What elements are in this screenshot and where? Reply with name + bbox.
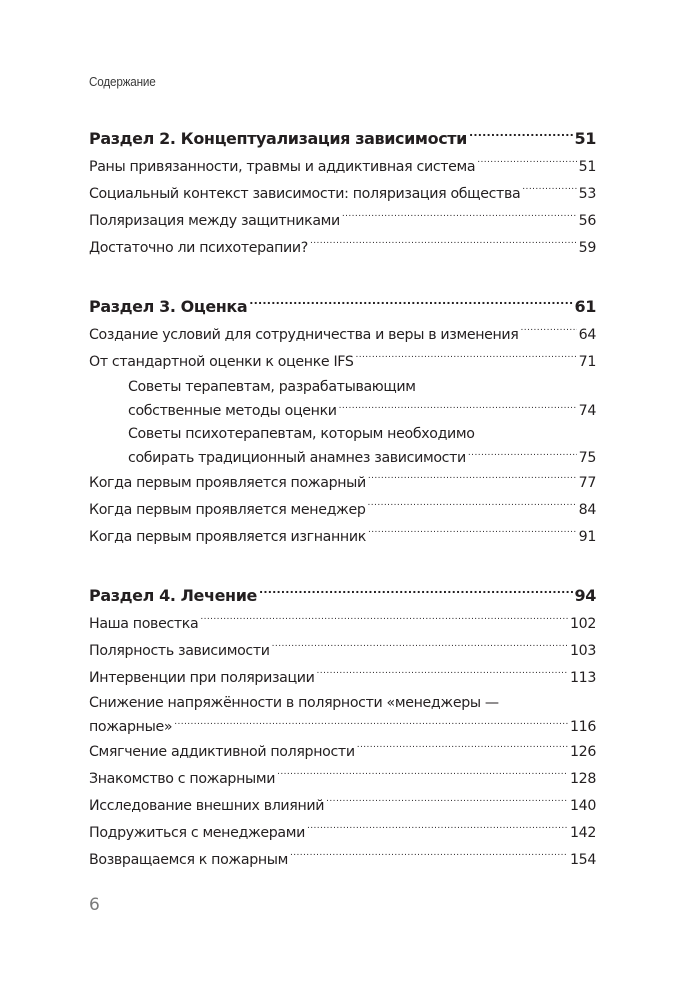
toc-entry-page: 154 bbox=[569, 852, 596, 868]
toc-subentry-line1[interactable] bbox=[89, 376, 596, 399]
dot-leader bbox=[290, 850, 568, 864]
toc-entry-page: 142 bbox=[569, 825, 596, 841]
toc-section-2 bbox=[89, 123, 596, 262]
dot-leader bbox=[249, 296, 572, 312]
toc-entry-title: собирать традиционный анамнез зависимости bbox=[128, 450, 466, 466]
toc-entry-page: 74 bbox=[578, 403, 596, 419]
toc-entry[interactable] bbox=[89, 154, 596, 181]
toc-entry-page: 128 bbox=[569, 771, 596, 787]
toc-entry-title: Советы психотерапевтам, которым необходимо bbox=[128, 426, 475, 442]
toc-entry[interactable] bbox=[89, 470, 596, 497]
toc-entry-title: От стандартной оценки к оценке IFS bbox=[89, 354, 354, 370]
toc-entry[interactable] bbox=[89, 715, 596, 739]
toc-heading[interactable] bbox=[89, 580, 596, 611]
dot-leader bbox=[356, 352, 577, 366]
toc-entry-page: 116 bbox=[569, 719, 596, 735]
toc-entry-page: 77 bbox=[578, 475, 596, 491]
toc-entry-title: Подружиться с менеджерами bbox=[89, 825, 305, 841]
toc-entry[interactable] bbox=[89, 847, 596, 874]
toc-entry-page: 113 bbox=[569, 670, 596, 686]
toc-entry-title: пожарные» bbox=[89, 719, 173, 735]
dot-leader bbox=[468, 448, 577, 462]
dot-leader bbox=[307, 823, 568, 837]
toc-subentry[interactable] bbox=[89, 446, 596, 470]
toc-entry-title: Достаточно ли психотерапии? bbox=[89, 240, 308, 256]
dot-leader bbox=[317, 668, 568, 682]
toc-entry-title: Знакомство с пожарными bbox=[89, 771, 276, 787]
toc-entry[interactable] bbox=[89, 665, 596, 692]
toc-entry[interactable] bbox=[89, 611, 596, 638]
running-head: Содержание bbox=[89, 74, 156, 89]
toc-entry[interactable] bbox=[89, 349, 596, 376]
toc-section-4 bbox=[89, 580, 596, 874]
toc-entry[interactable] bbox=[89, 766, 596, 793]
toc-entry-title: Когда первым проявляется пожарный bbox=[89, 475, 366, 491]
toc-entry[interactable] bbox=[89, 208, 596, 235]
toc-entry[interactable] bbox=[89, 638, 596, 665]
dot-leader bbox=[368, 473, 577, 487]
toc-entry[interactable] bbox=[89, 820, 596, 847]
toc-entry-title: Возвращаемся к пожарным bbox=[89, 852, 288, 868]
toc-heading-page: 94 bbox=[574, 586, 596, 605]
toc-entry-page: 64 bbox=[578, 327, 596, 343]
toc-entry-page: 103 bbox=[569, 643, 596, 659]
toc-heading[interactable] bbox=[89, 123, 596, 154]
toc-entry-title: Снижение напряжённости в полярности «менеджеры — bbox=[89, 695, 499, 711]
toc-section-3 bbox=[89, 291, 596, 551]
dot-leader bbox=[259, 585, 573, 601]
toc-entry-title: Исследование внешних влияний bbox=[89, 798, 325, 814]
dot-leader bbox=[174, 717, 568, 731]
toc-entry-title: Интервенции при поляризации bbox=[89, 670, 315, 686]
toc-entry-title: Социальный контекст зависимости: поляризация общества bbox=[89, 186, 521, 202]
toc-entry-title: собственные методы оценки bbox=[128, 403, 337, 419]
toc-entry-page: 71 bbox=[578, 354, 596, 370]
toc-heading-page: 51 bbox=[574, 129, 596, 148]
dot-leader bbox=[342, 211, 577, 225]
toc-entry-page: 102 bbox=[569, 616, 596, 632]
toc-entry-page: 56 bbox=[578, 213, 596, 229]
toc-entry[interactable] bbox=[89, 322, 596, 349]
dot-leader bbox=[310, 238, 577, 252]
dot-leader bbox=[368, 500, 577, 514]
toc-entry[interactable] bbox=[89, 739, 596, 766]
toc-entry-title: Советы терапевтам, разрабатывающим bbox=[128, 379, 416, 395]
page-number: 6 bbox=[89, 895, 100, 915]
dot-leader bbox=[339, 401, 577, 415]
toc-entry[interactable] bbox=[89, 181, 596, 208]
toc-entry-page: 59 bbox=[578, 240, 596, 256]
toc-heading[interactable] bbox=[89, 291, 596, 322]
toc-entry[interactable] bbox=[89, 497, 596, 524]
toc-entry-page: 140 bbox=[569, 798, 596, 814]
toc-entry-title: Когда первым проявляется изгнанник bbox=[89, 529, 366, 545]
dot-leader bbox=[277, 769, 568, 783]
toc-entry-page: 91 bbox=[578, 529, 596, 545]
dot-leader bbox=[522, 184, 576, 198]
toc-entry[interactable] bbox=[89, 235, 596, 262]
dot-leader bbox=[200, 614, 568, 628]
toc-entry[interactable] bbox=[89, 793, 596, 820]
toc-heading-title: Раздел 3. Оценка bbox=[89, 297, 248, 316]
toc-subentry[interactable] bbox=[89, 399, 596, 423]
dot-leader bbox=[368, 527, 577, 541]
table-of-contents bbox=[89, 123, 596, 903]
toc-entry-page: 75 bbox=[578, 450, 596, 466]
toc-entry-title: Наша повестка bbox=[89, 616, 199, 632]
toc-entry-title: Поляризация между защитниками bbox=[89, 213, 340, 229]
toc-entry-line1[interactable] bbox=[89, 692, 596, 715]
toc-subentry-line1[interactable] bbox=[89, 423, 596, 446]
dot-leader bbox=[357, 742, 568, 756]
toc-heading-title: Раздел 4. Лечение bbox=[89, 586, 257, 605]
toc-entry-page: 51 bbox=[578, 159, 596, 175]
toc-entry-page: 84 bbox=[578, 502, 596, 518]
toc-entry-title: Когда первым проявляется менеджер bbox=[89, 502, 366, 518]
dot-leader bbox=[272, 641, 568, 655]
toc-entry-title: Создание условий для сотрудничества и веры в изменения bbox=[89, 327, 519, 343]
toc-entry[interactable] bbox=[89, 524, 596, 551]
dot-leader bbox=[477, 157, 576, 171]
dot-leader bbox=[326, 796, 568, 810]
toc-entry-title: Полярность зависимости bbox=[89, 643, 270, 659]
toc-entry-title: Раны привязанности, травмы и аддиктивная система bbox=[89, 159, 476, 175]
toc-heading-title: Раздел 2. Концептуализация зависимости bbox=[89, 129, 467, 148]
toc-heading-page: 61 bbox=[574, 297, 596, 316]
dot-leader bbox=[520, 325, 576, 339]
dot-leader bbox=[469, 128, 573, 144]
toc-entry-page: 53 bbox=[578, 186, 596, 202]
toc-entry-page: 126 bbox=[569, 744, 596, 760]
toc-entry-title: Смягчение аддиктивной полярности bbox=[89, 744, 355, 760]
